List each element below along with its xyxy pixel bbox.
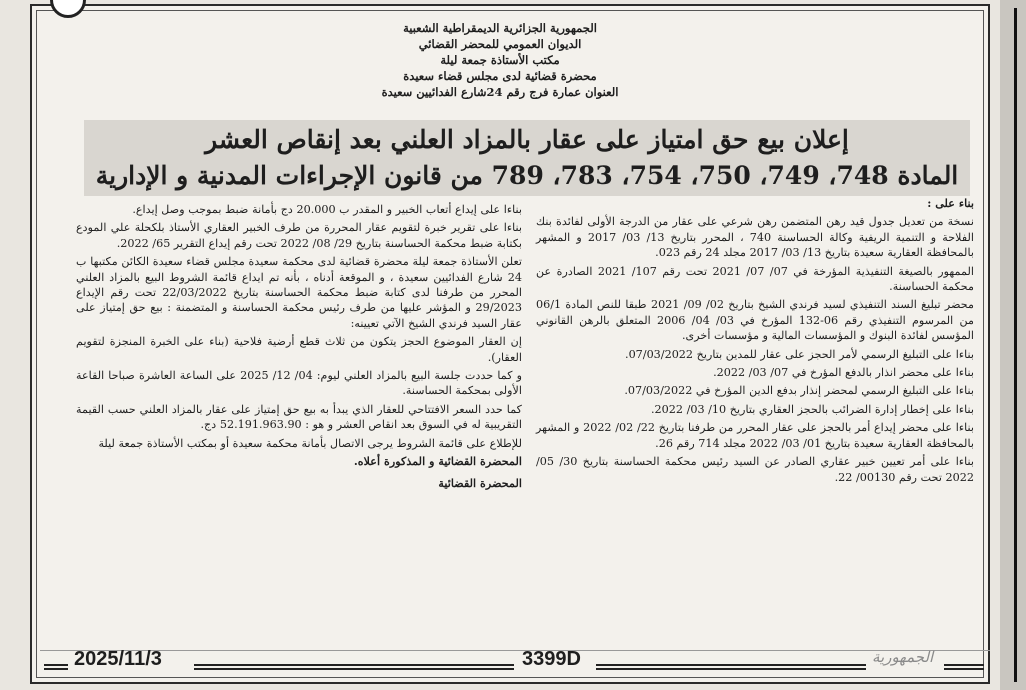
signature: المحضرة القضائية: [438, 475, 522, 490]
footer-rule: [44, 664, 68, 666]
footer-rule: [596, 668, 866, 670]
paragraph: نسخة من تعديل جدول قيد رهن المتضمن رهن شرعي على عقار من الدرجة الأولى لفائدة بنك الفلاحة و التنمية الريفية وكالة الحساسنة 740 ، المحرر بتاريخ 13/ 03/ 2017 و المشهر بالمحافظة العقارية سعيدة بتاريخ 13/ 03/ 2017 مجلد 24 رقم 023.: [536, 215, 975, 260]
paragraph: للإطلاع على قائمة الشروط يرجى الاتصال بأمانة محكمة سعيدة أو بمكتب الأستاذة جمعة ليلة: [98, 436, 522, 450]
footer-rule: [944, 664, 984, 666]
paragraph: و كما حددت جلسة البيع بالمزاد العلني ليوم: 04/ 12/ 2025 على الساعة العاشرة صباحا القاعة الأولى بمحكمة الحساسنة.: [76, 369, 522, 398]
issue-number: 3399D: [522, 648, 581, 670]
header-line: الديوان العمومي للمحضر القضائي: [418, 37, 582, 51]
paragraph: بناءا على التبليغ الرسمي لمحضر إنذار بدفع الدين المؤرخ في 07/03/2022.: [624, 384, 974, 398]
footer-rule: [596, 664, 866, 666]
paragraph: بناءا على محضر انذار بالدفع المؤرخ في 07/ 03/ 2022.: [713, 366, 974, 380]
paragraph: بناءا على إيداع أتعاب الخبير و المقدر ب 20.000 دج بأمانة ضبط بموجب وصل إيداع.: [132, 203, 522, 216]
footer-rule: [44, 668, 68, 670]
paragraph: بناءا على أمر تعيين خبير عقاري الصادر عن السيد رئيس محكمة الحساسنة بتاريخ 30/ 05/ 2022 تحت رقم 00130/ 22.: [536, 455, 974, 484]
paragraph: كما حدد السعر الافتتاحي للعقار الذي يبدأ به بيع حق إمتياز على عقار بالمزاد العلني حسب القيمة التقريبية له في السوق بعد انقاص العشر و هو : 52.191.963.90 دج.: [76, 402, 522, 432]
header-line: الجمهورية الجزائرية الديمقراطية الشعبية: [403, 21, 597, 35]
paragraph: إن العقار الموضوع الحجز يتكون من ثلاث قطع أرضية فلاحية (بناء على الخبرة المنجزة لتقويم العقار).: [76, 335, 522, 364]
header-line: محضرة قضائية لدى مجلس قضاء سعيدة: [403, 69, 597, 83]
paragraph: بناءا على تقرير خبرة لتقويم عقار المحررة من طرف الخبير العقاري الأستاذ بلكحلة علي المودع بكتابة ضبط محكمة الحساسنة بتاريخ 29/ 08/ 2022 تحت رقم إيداع التقرير 65/ 2022.: [76, 221, 522, 250]
page-footer: [44, 646, 988, 674]
adjacent-page-border: [1014, 8, 1017, 682]
title-line-1: إعلان بيع حق امتياز على عقار بالمزاد العلني بعد إنقاص العشر: [205, 125, 849, 154]
left-text-column: [76, 202, 522, 494]
header-line: مكتب الأستاذة جمعة ليلة: [440, 53, 560, 67]
right-text-column: [536, 196, 974, 488]
adjacent-page-edge: [1000, 0, 1026, 690]
newspaper-name: الجمهورية: [872, 648, 934, 666]
title-line-2: المادة 748، 749، 750، 754، 783، 789 من قانون الإجراءات المدنية و الإدارية: [95, 161, 959, 190]
publication-date: 2025/11/3: [74, 648, 162, 670]
paragraph: الممهور بالصيغة التنفيذية المؤرخة في 07/ 07/ 2021 تحت رقم 107/ 2021 الصادرة عن محكمة الحساسنة.: [536, 264, 974, 294]
announcement-title: [84, 120, 970, 196]
closing-line: المحضرة القضائية و المذكورة أعلاه.: [353, 454, 522, 469]
column-heading: بناء على :: [927, 196, 974, 210]
paragraph: بناءا على التبليغ الرسمي لأمر الحجز على عقار للمدين بتاريخ 07/03/2022.: [625, 347, 974, 361]
paragraph: بناءا على إخطار إدارة الضرائب بالحجز العقاري بتاريخ 10/ 03/ 2022.: [650, 402, 974, 416]
footer-rule: [944, 668, 984, 670]
issuer-header: [300, 20, 700, 100]
paragraph: بناءا على محضر إيداع أمر بالحجز على عقار المحرر من طرفنا بتاريخ 22/ 02/ 2022 و المشهر بالمحافظة العقارية سعيدة بتاريخ 01/ 03/ 2022 مجلد 714 رقم 26.: [536, 421, 975, 450]
footer-rule: [194, 668, 514, 670]
paragraph: محضر تبليغ السند التنفيذي لسيد فرندي الشيخ بتاريخ 02/ 09/ 2021 طبقا للنص المادة 06/1 من المرسوم التنفيذي رقم 06-132 المؤرخ في 03/ 04/ 2006 المتعلق بالرهن القانوني المؤسس لفائدة البنوك و المؤسسات المالية و مؤسسات أخرى.: [536, 298, 974, 343]
footer-rule: [194, 664, 514, 666]
paragraph: تعلن الأستاذة جمعة ليلة محضرة قضائية لدى محكمة سعيدة مجلس قضاء سعيدة الكائن مكتبها ب 24 شارع الفدائيين سعيدة ، و الموقعة أدناه ، بأنه تم ايداع قائمة الشروط البيع بالمزاد العلني المحرر من طرفنا لدى كتابة ضبط محكمة الحساسنة بتاريخ 22/03/2022 تحت رقم الإيداع 29/2023 و المؤشر عليها من طرف رئيس محكمة الحساسنة و المتضمنة : بيع حق إمتياز على عقار السيد فرندي الشيخ الآتي تعيينه:: [76, 255, 522, 330]
header-line: العنوان عمارة فرج رقم 24شارع الفدائيين سعيدة: [381, 85, 619, 99]
